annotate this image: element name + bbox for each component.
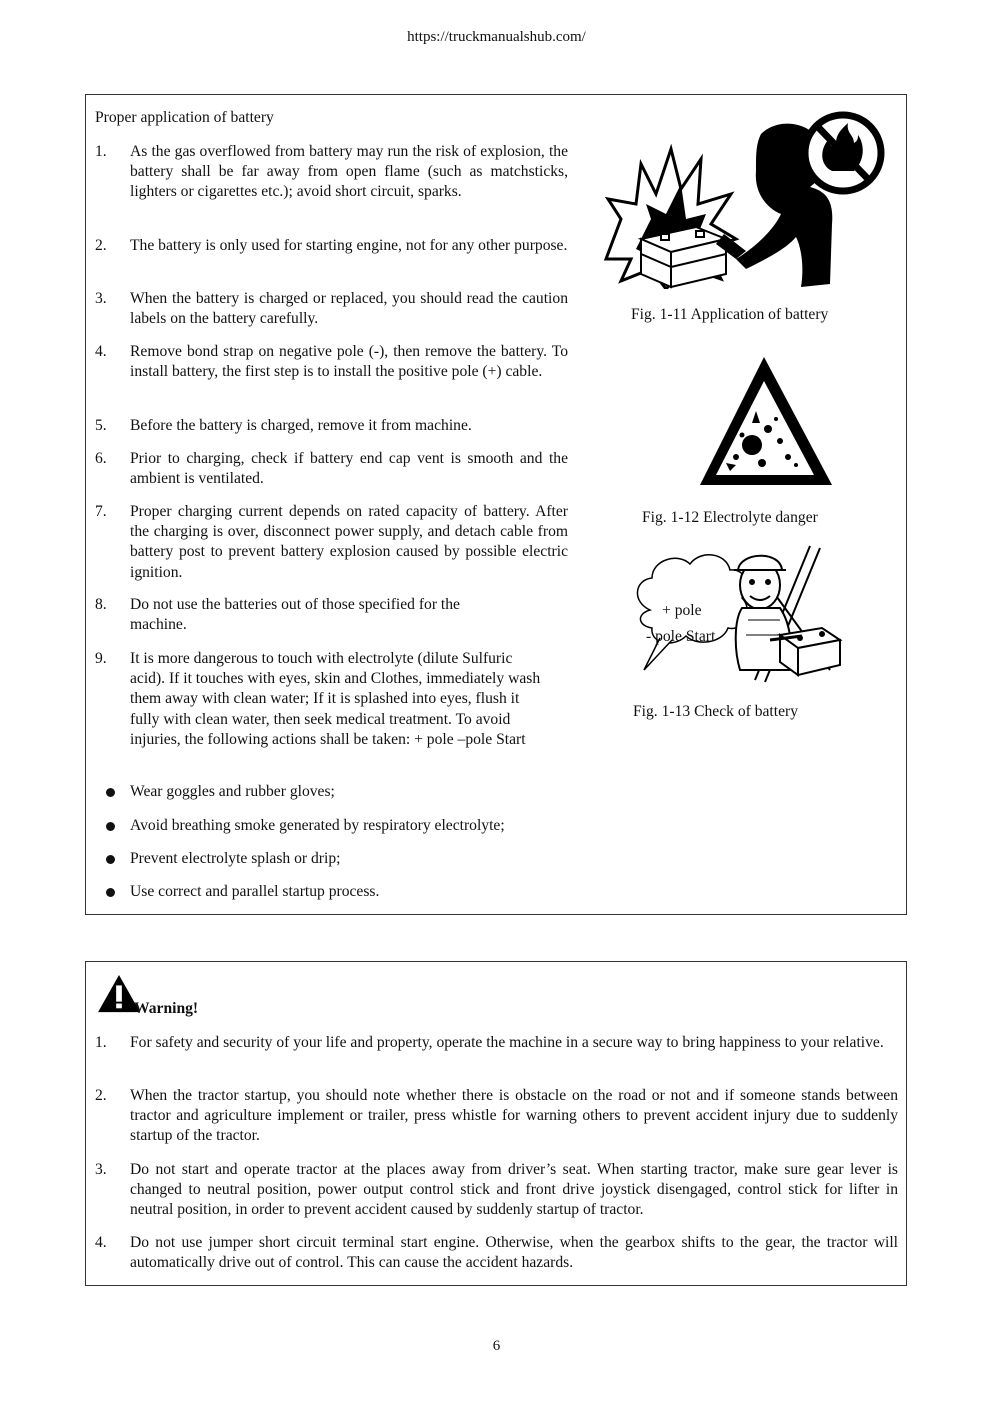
electrolyte-danger-icon [696,353,836,491]
bullet-item [95,849,568,869]
bullet-item [95,816,568,836]
item-number: 3. [95,290,107,307]
list-item [95,595,515,635]
bullet-text: Prevent electrolyte splash or drip; [130,850,341,867]
list-item [95,1160,898,1221]
bullet-item [95,882,568,902]
item-text: When the tractor startup, you should note whether there is obstacle on the road or not and if someone stands between tractor and agriculture implement or trailer, press whistle for warning others to prevent accident injury due to suddenly startup of the tractor. [130,1087,898,1145]
item-number: 1. [95,143,107,160]
item-text: For safety and security of your life and property, operate the machine in a secure way to bring happiness to your relative. [130,1034,884,1051]
list-item [95,342,568,382]
section-heading: Proper application of battery [95,109,274,126]
item-text: Proper charging current depends on rated capacity of battery. After the charging is over, disconnect power supply, and detach cable from battery post to prevent battery explosion caused by possible electric ignition. [130,503,568,581]
item-number: 3. [95,1161,107,1178]
item-text: Do not use jumper short circuit terminal start engine. Otherwise, when the gearbox shifts to the gear, the tractor will automatically drive out of control. This can cause the accident hazards. [130,1234,898,1272]
bullet-text: Use correct and parallel startup process. [130,883,380,900]
warning-title: Warning! [134,1000,199,1017]
bullet-dot [106,888,115,897]
figure-caption: Fig. 1-11 Application of battery [631,306,829,323]
bullet-dot [106,788,115,797]
item-number: 9. [95,650,107,667]
figure-caption: Fig. 1-13 Check of battery [633,703,798,720]
item-number: 6. [95,450,107,467]
bullet-text: Avoid breathing smoke generated by respiratory electrolyte; [130,817,505,834]
list-item [95,142,568,203]
list-item [95,449,568,489]
bullet-item [95,782,568,802]
item-number: 2. [95,237,107,254]
bullet-text: Wear goggles and rubber gloves; [130,783,335,800]
item-number: 4. [95,343,107,360]
battery-application-box [85,94,907,915]
item-number: 4. [95,1234,107,1251]
list-item [95,1233,898,1273]
bullet-dot [106,822,115,831]
figure-caption: Fig. 1-12 Electrolyte danger [642,509,818,526]
list-item [95,649,545,750]
item-text: As the gas overflowed from battery may run the risk of explosion, the battery shall be far away from open flame (such as matchsticks, lighters or cigarettes etc.); avoid short circuit, sparks. [130,143,568,201]
list-item [95,416,568,436]
page-number: 6 [492,1338,501,1354]
item-text: When the battery is charged or replaced, you should read the caution labels on the battery carefully. [130,290,568,328]
item-number: 1. [95,1034,107,1051]
item-number: 5. [95,417,107,434]
item-text: The battery is only used for starting engine, not for any other purpose. [130,237,568,254]
item-number: 7. [95,503,107,520]
item-text: Prior to charging, check if battery end cap vent is smooth and the ambient is ventilated. [130,450,568,488]
list-item [95,236,568,256]
page-url-header: https://truckmanualshub.com/ [407,29,586,45]
list-item [95,1033,898,1053]
item-text: Remove bond strap on negative pole (-), then remove the battery. To install battery, the first step is to install the positive pole (+) cable. [130,343,568,381]
list-item [95,289,568,329]
list-item [95,1086,898,1147]
item-text: It is more dangerous to touch with electrolyte (dilute Sulfuric acid). If it touches with eyes, skin and Clothes, immediately wash them away with clean water; If it is splashed into eyes, flush it fully with clean water, then seek medical treatment. To avoid injuries, the following actions shall be taken: + pole –pole Start [130,650,541,748]
item-text: Do not start and operate tractor at the places away from driver’s seat. When starting tractor, make sure gear lever is changed to neutral position, power output control stick and front drive joystick disengaged, control stick for lifter in neutral position, in order to prevent accident caused by suddenly startup of tractor. [130,1161,898,1219]
cloud-text-minus: - pole Start [646,628,716,645]
battery-explosion-illustration [596,109,896,289]
list-item [95,502,568,583]
cloud-text-plus: + pole [662,602,702,619]
item-number: 8. [95,596,107,613]
item-number: 2. [95,1087,107,1104]
bullet-dot [106,855,115,864]
item-text: Before the battery is charged, remove it from machine. [130,417,472,434]
warning-box [85,961,907,1286]
item-text: Do not use the batteries out of those specified for the machine. [130,596,460,634]
